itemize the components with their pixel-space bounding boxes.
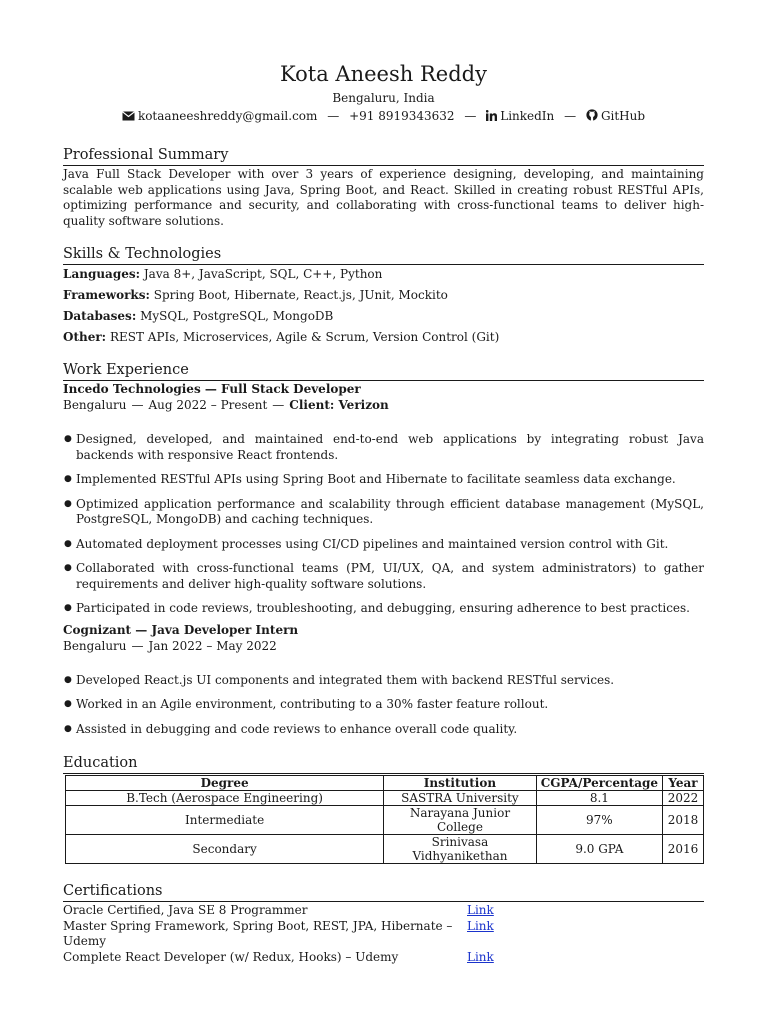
education-section — [63, 755, 704, 864]
github-icon — [586, 109, 601, 123]
skill-value: REST APIs, Microservices, Agile & Scrum, Version Control (Git) — [109, 330, 500, 344]
table-cell: Narayana Junior College — [384, 806, 537, 835]
table-cell: 9.0 GPA — [536, 835, 662, 864]
list-item — [63, 919, 704, 950]
list-item: ● Designed, developed, and maintained end-to-end web applications by integrating robust Java backends with responsive React frontends. — [64, 432, 704, 462]
skill-label: Languages: — [63, 267, 141, 281]
section-title: Work Experience — [63, 362, 704, 381]
certification-name: Master Spring Framework, Spring Boot, REST, JPA, Hibernate – Udemy — [63, 918, 453, 948]
resume-page — [63, 60, 704, 965]
job-dates: Aug 2022 – Present — [148, 398, 268, 412]
section-title: Certifications — [63, 883, 704, 902]
separator: — — [131, 638, 144, 653]
experience-section — [63, 362, 704, 737]
list-item: ● Automated deployment processes using CI/CD pipelines and maintained version control with Git. — [64, 536, 669, 551]
list-item: ● Worked in an Agile environment, contributing to a 30% faster feature rollout. — [64, 697, 549, 711]
table-cell: Secondary — [66, 835, 384, 864]
column-header: Degree — [66, 776, 384, 791]
separator: — — [464, 109, 477, 123]
job-client: Client: Verizon — [289, 398, 389, 412]
job-city: Bengaluru — [63, 638, 127, 653]
separator: — — [327, 109, 340, 123]
education-table — [65, 775, 704, 864]
job-entry — [63, 382, 704, 617]
skill-label: Databases: — [63, 309, 137, 323]
job-city: Bengaluru — [63, 398, 127, 412]
job-bullets — [63, 673, 704, 738]
separator: — — [131, 398, 144, 412]
location: Bengaluru, India — [332, 91, 435, 105]
email-link[interactable]: kotaaneeshreddy@gmail.com — [137, 109, 318, 123]
phone-number: +91 8919343632 — [349, 109, 455, 123]
table-row — [66, 806, 704, 835]
skill-value: Java 8+, JavaScript, SQL, C++, Python — [143, 267, 383, 281]
separator: — — [272, 398, 285, 412]
certifications-section — [63, 883, 704, 965]
candidate-name: Kota Aneesh Reddy — [280, 62, 487, 86]
table-row — [66, 835, 704, 864]
job-entry — [63, 623, 704, 738]
section-title: Skills & Technologies — [63, 246, 704, 265]
certification-link[interactable]: Link — [467, 949, 494, 964]
job-bullets — [63, 432, 704, 617]
list-item: ● Implemented RESTful APIs using Spring Boot and Hibernate to facilitate seamless data exchange. — [64, 472, 676, 486]
skills-section — [63, 246, 704, 345]
linkedin-link[interactable]: LinkedIn — [500, 109, 555, 123]
table-cell: 97% — [536, 806, 662, 835]
job-heading: Cognizant — Java Developer Intern — [63, 622, 299, 637]
list-item — [63, 950, 704, 966]
certification-name: Oracle Certified, Java SE 8 Programmer — [63, 903, 308, 917]
list-item: ● Collaborated with cross-functional teams (PM, UI/UX, QA, and system administrators) to gather requirements and deliver high-quality software solutions. — [64, 561, 704, 591]
email-icon — [122, 109, 138, 123]
table-cell: 8.1 — [536, 791, 662, 806]
table-row — [66, 791, 704, 806]
skill-value: MySQL, PostgreSQL, MongoDB — [140, 309, 334, 323]
job-meta — [63, 397, 704, 413]
contact-line — [63, 107, 704, 125]
column-header: Institution — [384, 776, 537, 791]
separator: — — [564, 109, 577, 123]
certification-link[interactable]: Link — [467, 903, 494, 917]
skill-value: Spring Boot, Hibernate, React.js, JUnit, Mockito — [153, 288, 448, 302]
job-meta — [63, 638, 704, 654]
github-link[interactable]: GitHub — [600, 109, 646, 123]
skill-line — [63, 288, 704, 303]
job-dates: Jan 2022 – May 2022 — [148, 638, 277, 653]
skill-label: Frameworks: — [63, 288, 150, 302]
column-header: Year — [663, 776, 704, 791]
skill-line — [63, 330, 704, 345]
list-item — [63, 903, 704, 919]
table-header-row — [66, 776, 704, 791]
list-item: ● Assisted in debugging and code reviews to enhance overall code quality. — [64, 721, 518, 736]
table-cell: Srinivasa Vidhyanikethan — [384, 835, 537, 864]
certification-link[interactable]: Link — [467, 918, 494, 933]
table-cell: 2018 — [663, 806, 704, 835]
summary-text: Java Full Stack Developer with over 3 years of experience designing, developing, and maintaining scalable web applications using Java, Spring Boot, and React. Skilled in creating robust RESTful APIs, optimizing performance and security, and collaborating with cross-functional teams to deliver high-quality software solutions. — [63, 167, 704, 228]
skill-line — [63, 267, 704, 282]
table-cell: SASTRA University — [384, 791, 537, 806]
certification-name: Complete React Developer (w/ Redux, Hooks) – Udemy — [63, 949, 399, 964]
column-header: CGPA/Percentage — [536, 776, 662, 791]
skill-label: Other: — [63, 330, 107, 344]
linkedin-icon — [486, 109, 500, 123]
table-cell: B.Tech (Aerospace Engineering) — [66, 791, 384, 806]
skill-line — [63, 309, 704, 324]
section-title: Education — [63, 755, 704, 774]
section-title: Professional Summary — [63, 147, 704, 166]
table-cell: Intermediate — [66, 806, 384, 835]
list-item: ● Developed React.js UI components and integrated them with backend RESTful services. — [64, 672, 615, 687]
list-item: ● Optimized application performance and scalability through efficient database management (MySQL, PostgreSQL, MongoDB) and caching techniques. — [64, 496, 704, 526]
summary-section — [63, 147, 704, 229]
list-item: ● Participated in code reviews, troubleshooting, and debugging, ensuring adherence to best practices. — [64, 601, 690, 615]
table-cell: 2022 — [663, 791, 704, 806]
table-cell: 2016 — [663, 835, 704, 864]
job-heading: Incedo Technologies — Full Stack Developer — [63, 382, 361, 396]
